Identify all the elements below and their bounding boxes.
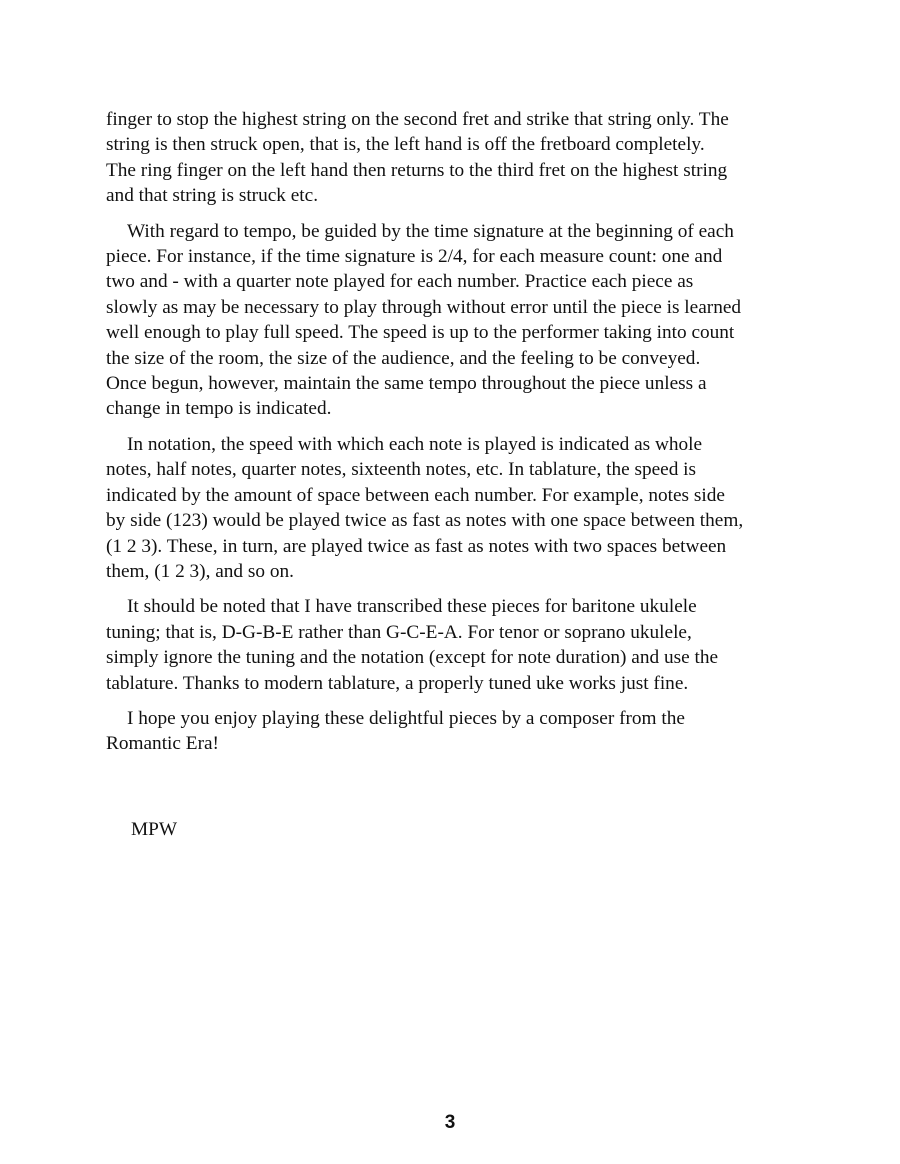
paragraph-closing (106, 706, 796, 757)
text-line: string is then struck open, that is, the left hand is off the fretboard completely. (106, 134, 705, 156)
text-line: It should be noted that I have transcribed these pieces for baritone ukulele (127, 596, 697, 618)
text-line: (1 2 3). These, in turn, are played twice as fast as notes with two spaces between (106, 535, 727, 557)
text-line: slowly as may be necessary to play through without error until the piece is learned (106, 296, 742, 318)
text-line: and that string is struck etc. (106, 185, 319, 207)
text-line: Once begun, however, maintain the same tempo throughout the piece unless a (106, 373, 707, 395)
text-line: indicated by the amount of space between each number. For example, notes side (106, 484, 725, 506)
page-body (106, 107, 796, 767)
text-line: The ring finger on the left hand then returns to the third fret on the highest string (106, 159, 728, 181)
text-line: tablature. Thanks to modern tablature, a properly tuned uke works just fine. (106, 672, 689, 694)
text-line: the size of the room, the size of the audience, and the feeling to be conveyed. (106, 347, 701, 369)
text-line: I hope you enjoy playing these delightful pieces by a composer from the (127, 707, 685, 729)
text-line: them, (1 2 3), and so on. (106, 560, 294, 582)
text-line: piece. For instance, if the time signature is 2/4, for each measure count: one and (106, 246, 723, 268)
text-line: Romantic Era! (106, 733, 219, 755)
paragraph-tuning (106, 594, 796, 696)
paragraph-notation (106, 432, 796, 584)
page-number: 3 (444, 1112, 456, 1133)
text-line: notes, half notes, quarter notes, sixteenth notes, etc. In tablature, the speed is (106, 459, 697, 481)
text-line: With regard to tempo, be guided by the time signature at the beginning of each (127, 220, 734, 242)
paragraph-tempo (106, 219, 796, 422)
paragraph-1 (106, 107, 796, 209)
signature: MPW (131, 819, 178, 840)
text-line: finger to stop the highest string on the second fret and strike that string only. The (106, 109, 729, 130)
text-line: well enough to play full speed. The speed is up to the performer taking into count (106, 322, 735, 344)
text-line: change in tempo is indicated. (106, 398, 332, 420)
text-line: simply ignore the tuning and the notation (except for note duration) and use the (106, 647, 719, 669)
text-line: two and - with a quarter note played for each number. Practice each piece as (106, 271, 694, 293)
text-line: In notation, the speed with which each note is played is indicated as whole (127, 433, 703, 455)
text-line: by side (123) would be played twice as fast as notes with one space between them, (106, 510, 744, 532)
text-line: tuning; that is, D-G-B-E rather than G-C-E-A. For tenor or soprano ukulele, (106, 621, 692, 643)
